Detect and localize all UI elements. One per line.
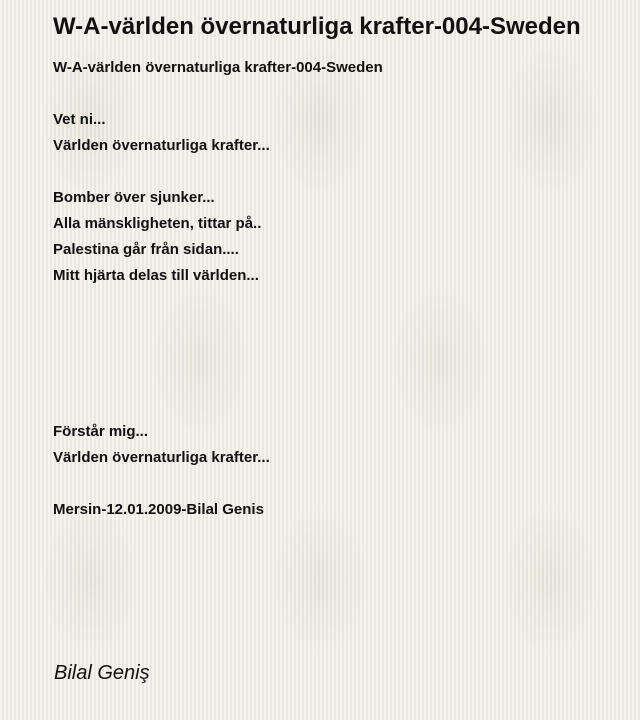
poem-body	[53, 55, 383, 523]
poem-blank-line	[53, 315, 383, 341]
poem-line: Alla mänskligheten, tittar på..	[53, 215, 262, 232]
poem-line: Palestina går från sidan....	[53, 241, 239, 258]
poem-line: Mitt hjärta delas till världen...	[53, 267, 259, 284]
poem-blank-line	[53, 471, 383, 497]
poem-blank-line	[53, 289, 383, 315]
poem-line: Världen övernaturliga krafter...	[53, 137, 270, 154]
poem-blank-line	[53, 159, 383, 185]
poem-dateline: Mersin-12.01.2009-Bilal Genis	[53, 501, 264, 518]
poem-line-subtitle: W-A-världen övernaturliga krafter-004-Sweden	[53, 59, 383, 76]
poem-blank-line	[53, 81, 383, 107]
poem-blank-line	[53, 341, 383, 367]
author-signature: Bilal Geniş	[54, 662, 150, 684]
page-title: W-A-världen övernaturliga krafter-004-Sweden	[53, 13, 581, 40]
poem-line: Världen övernaturliga krafter...	[53, 449, 270, 466]
poem-blank-line	[53, 393, 383, 419]
poem-line: Förstår mig...	[53, 423, 149, 440]
poem-line: Vet ni...	[53, 111, 106, 128]
poem-blank-line	[53, 367, 383, 393]
poem-line: Bomber över sjunker...	[53, 189, 215, 206]
